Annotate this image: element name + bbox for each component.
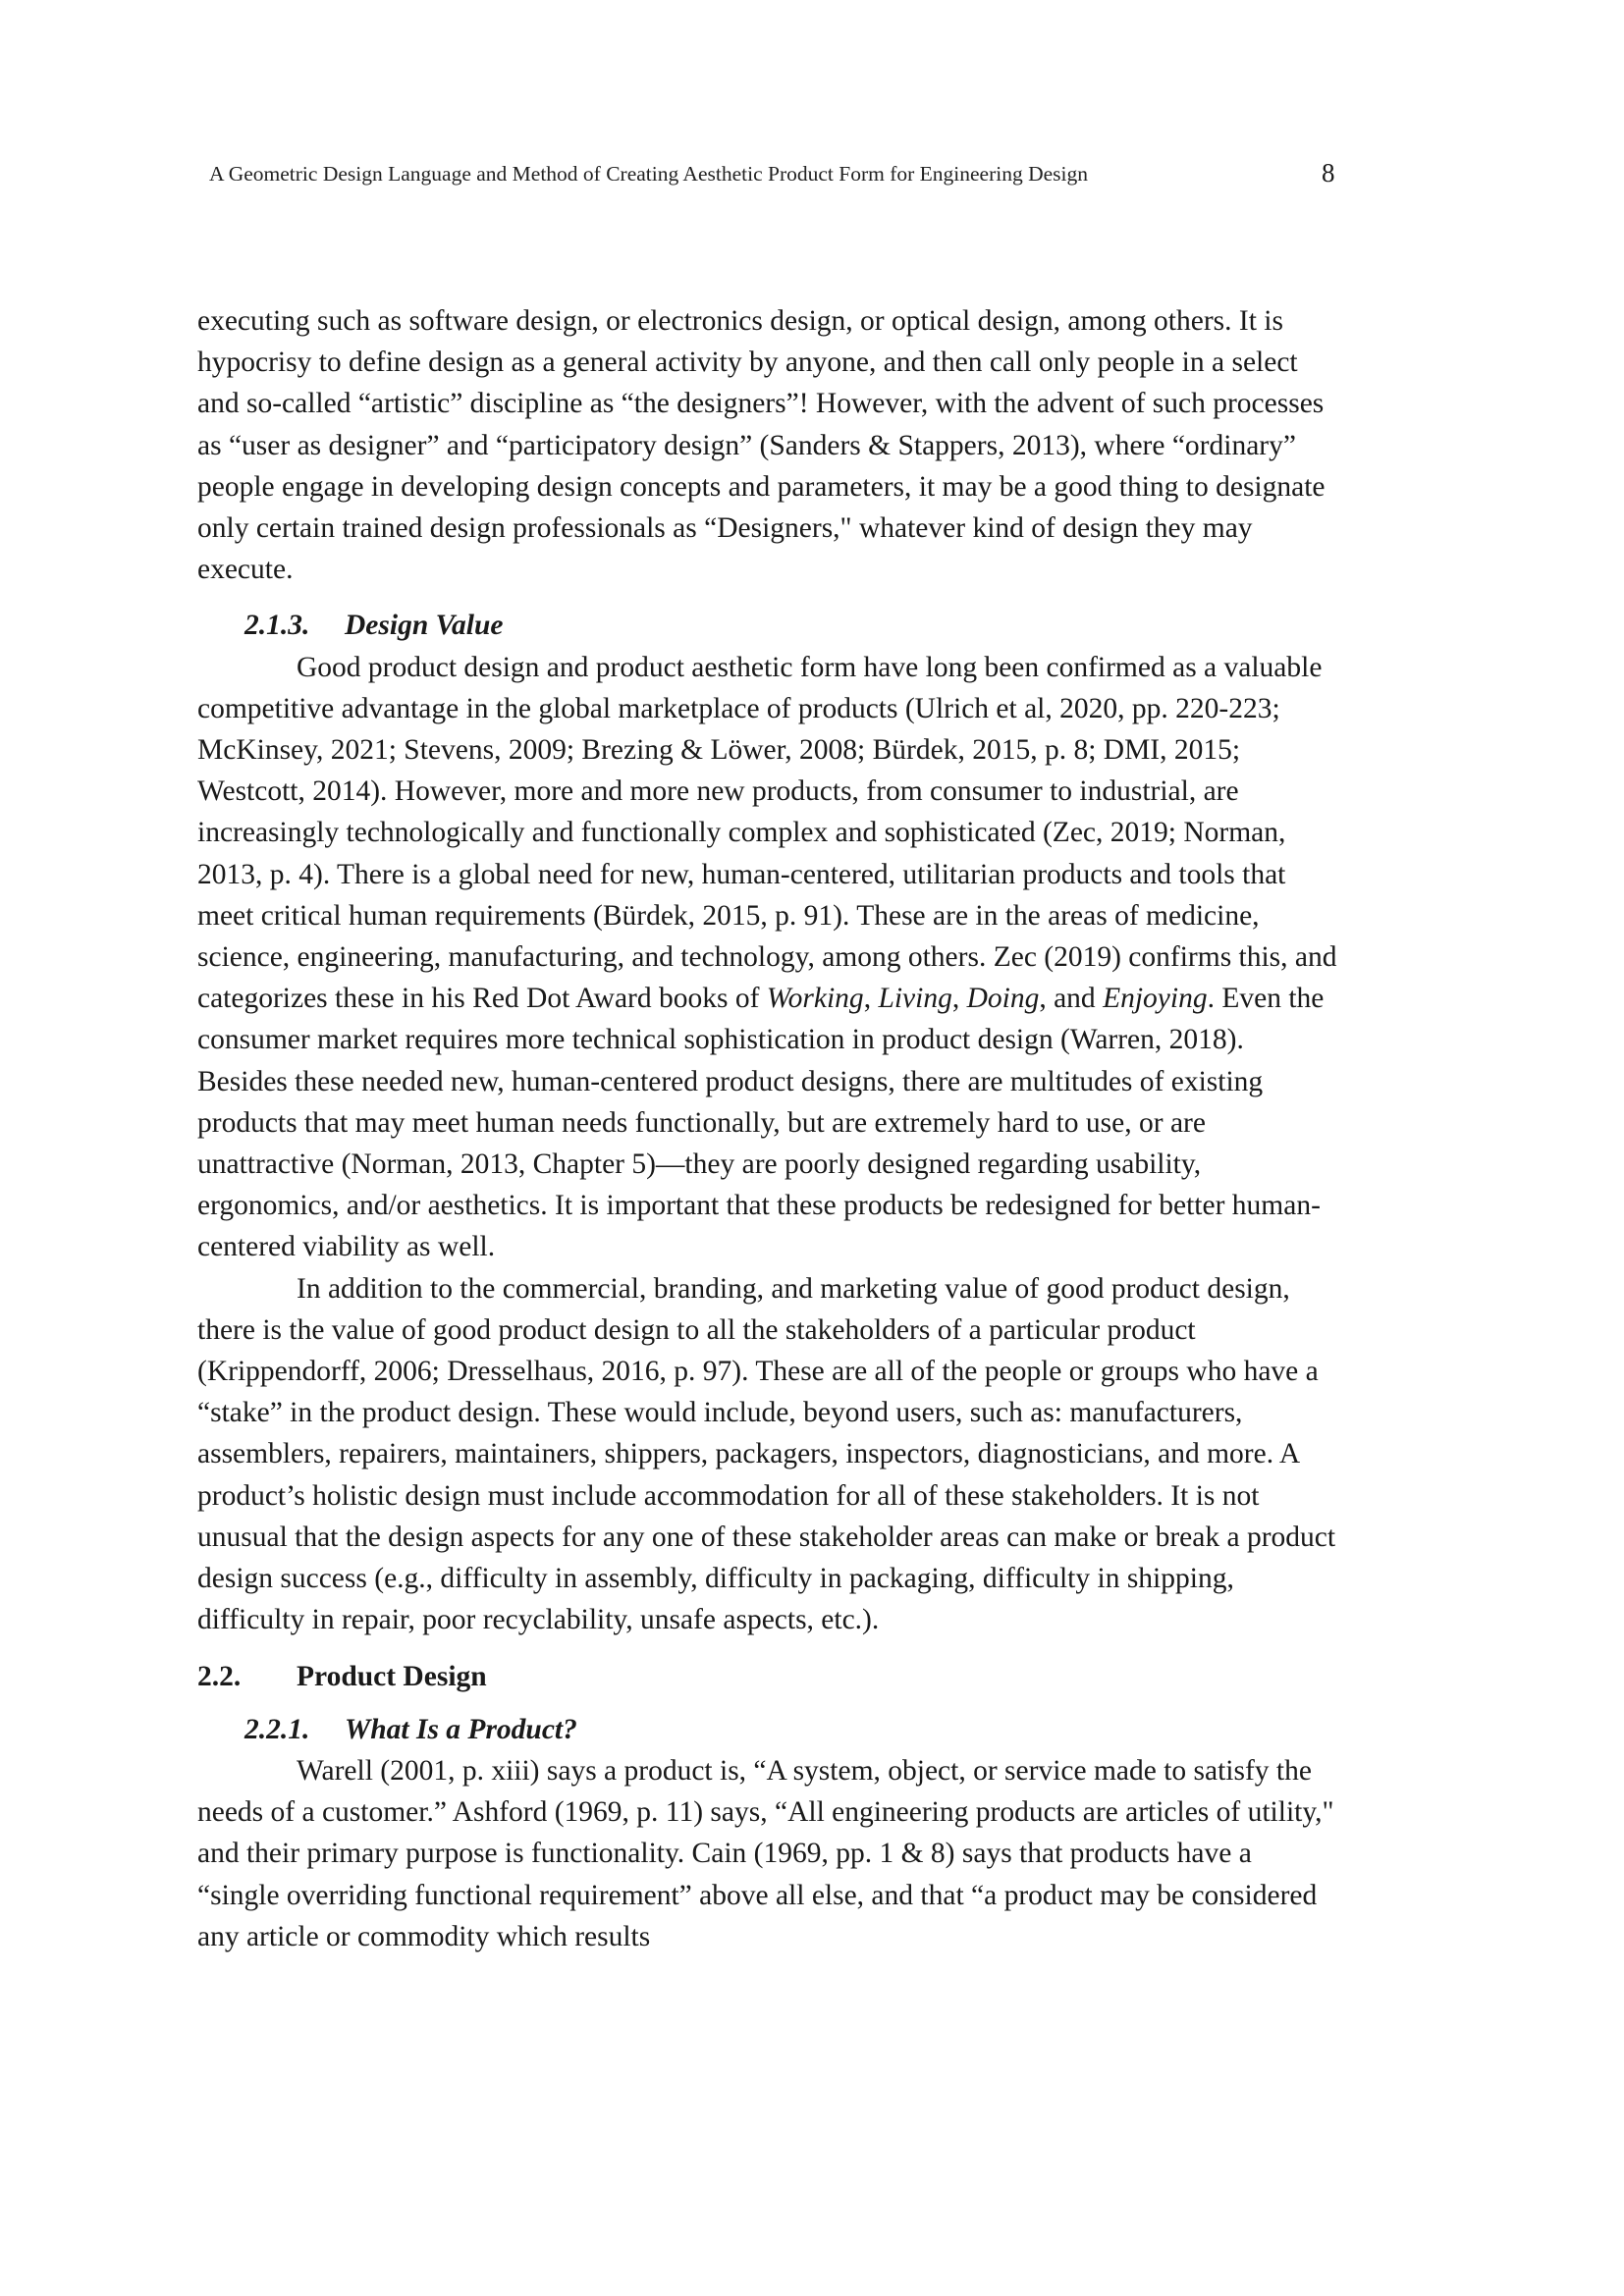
section-number: 2.1.3.: [244, 610, 310, 642]
paragraph-intro: executing such as software design, or electronics design, or optical design, among others. It is hypocrisy to define design as a general activity by anyone, and then call only people in a select and so-called “artistic” discipline as “the designers”! However, with the advent of such processes as “user as designer” and “participatory design” (Sanders & Stappers, 2013), where “ordinary” people engage in developing design concepts and parameters, it may be a good thing to designate only certain trained design professionals as “Designers," whatever kind of design they may execute.: [197, 305, 1326, 586]
section-heading-2-2-1: [197, 1709, 1338, 1750]
section-number: 2.2.1.: [244, 1713, 310, 1745]
section-heading-2-2: [197, 1656, 1338, 1697]
section-number: 2.2.: [197, 1660, 242, 1692]
page-number: 8: [1322, 158, 1335, 187]
separator: ,: [863, 983, 879, 1015]
page-body: [197, 300, 1338, 1957]
paragraph-what-is-product: Warell (2001, p. xiii) says a product is, “A system, object, or service made to satisfy the needs of a customer.” Ashford (1969, p. 11) says, “All engineering products are articles of utility," and their primary purpose is functionality. Cain (1969, pp. 1 & 8) says that products have a “single overriding functional requirement” above all else, and that “a product may be considered any article or commodity which results: [197, 1754, 1334, 1952]
section-title: Design Value: [345, 610, 504, 642]
book-title-living: Living: [878, 983, 952, 1015]
running-title: A Geometric Design Language and Method of Creating Aesthetic Product Form for Engineering Design: [209, 162, 1089, 186]
paragraph-design-value-2: In addition to the commercial, branding, and marketing value of good product design, there is the value of good product design to all the stakeholders of a particular product (Krippendorff, 2006; Dresselhaus, 2016, p. 97). These are all of the people or groups who have a “stake” in the product design. These would include, beyond users, such as: manufacturers, assemblers, repairers, maintainers, shippers, packagers, inspectors, diagnosticians, and more. A product’s holistic design must include accommodation for all of these stakeholders. It is not unusual that the design aspects for any one of these stakeholder areas can make or break a product design success (e.g., difficulty in assembly, difficulty in packaging, difficulty in shipping, difficulty in repair, poor recyclability, unsafe aspects, etc.).: [197, 1272, 1336, 1636]
paragraph-text: Good product design and product aesthetic form have long been confirmed as a valuable competitive advantage in the global marketplace of products (Ulrich et al, 2020, pp. 220-223; McKinsey, 2021; Stevens, 2009; Brezing & Löwer, 2008; Bürdek, 2015, p. 8; DMI, 2015; Westcott, 2014). However, more and more new products, from consumer to industrial, are increasingly technologically and functionally complex and sophisticated (Zec, 2019; Norman, 2013, p. 4). There is a global need for new, human-centered, utilitarian products and tools that meet critical human requirements (Bürdek, 2015, p. 91). These are in the areas of medicine, science, engineering, manufacturing, and technology, among others. Zec (2019) confirms this, and categorizes these in his Red Dot Award books of: [197, 651, 1337, 1015]
separator: ,: [951, 983, 967, 1015]
paragraph-design-value-1: [197, 647, 1338, 1268]
book-title-doing: Doing: [966, 983, 1040, 1015]
section-title: Product Design: [297, 1660, 487, 1692]
book-title-enjoying: Enjoying: [1103, 983, 1208, 1015]
section-title: What Is a Product?: [345, 1713, 577, 1745]
separator: , and: [1039, 983, 1104, 1015]
book-title-working: Working: [766, 983, 864, 1015]
section-heading-2-1-3: [197, 605, 1338, 646]
paragraph-text: . Even the consumer market requires more technical sophistication in product design (Warren, 2018). Besides these needed new, human-centered product designs, there are multitudes of existing products that may meet human needs functionally, but are extremely hard to use, or are unattractive (Norman, 2013, Chapter 5)—they are poorly designed regarding usability, ergonomics, and/or aesthetics. It is important that these products be redesigned for better human-centered viability as well.: [197, 983, 1325, 1263]
